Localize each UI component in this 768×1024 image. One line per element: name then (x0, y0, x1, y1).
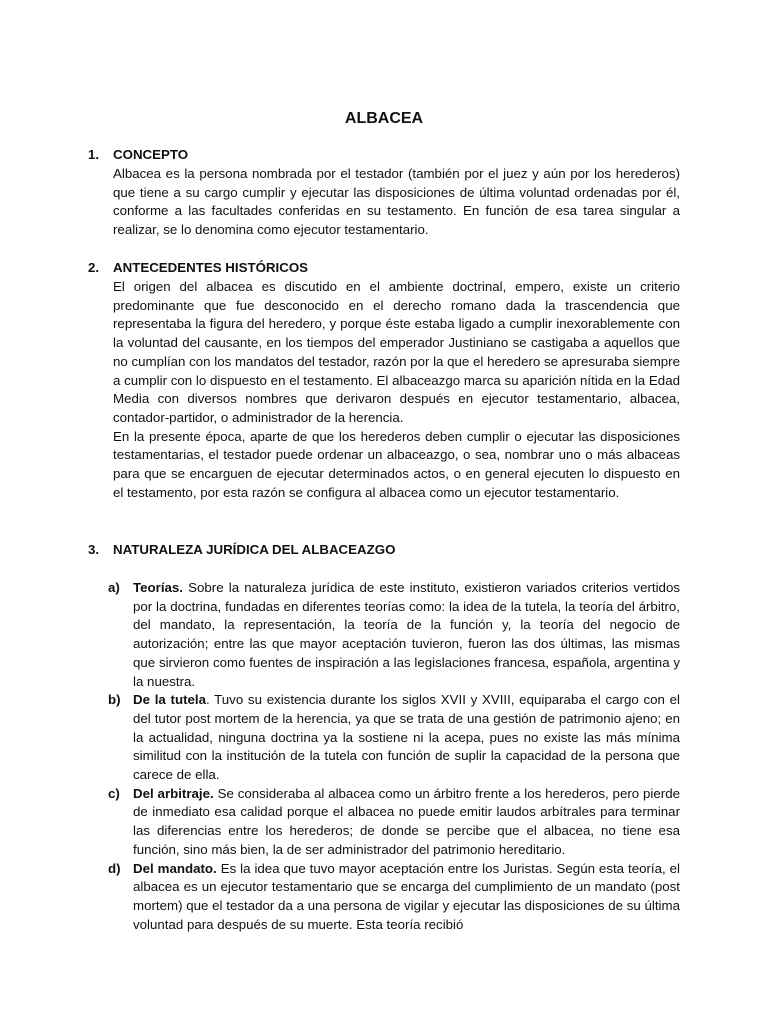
list-item (108, 691, 680, 785)
section-number: 3. (88, 542, 100, 557)
item-term: De la tutela (133, 692, 206, 708)
list-marker: a) (108, 580, 120, 595)
item-term: Del arbitraje. (133, 785, 214, 801)
section-title: CONCEPTO (113, 147, 189, 162)
item-text: Se consideraba al albacea como un árbitro frente a los herederos, pero pierde de inmediato esa calidad porque el albacea no puede emitir laudos arbítrales para terminar las diferencias entre los herederos; de donde se percibe que el albacea, no tiene esa función, sino más bien, la de ser administrador del patrimonio hereditario. (133, 785, 680, 857)
item-text: Sobre la naturaleza jurídica de este instituto, existieron variados criterios vertidos por la doctrina, fundadas en diferentes teorías como: la idea de la tutela, la teoría del árbitro, del mandato, la representación, la teoría de la función y, la teoría del negocio de autorización; entre las que mayor aceptación tuvieron, fueron las dos últimas, las mismas que sirvieron como fuentes de inspiración a las legislaciones francesa, española, argentina y la nuestra. (133, 580, 680, 689)
theories-list (108, 579, 680, 934)
list-item (108, 785, 680, 860)
list-marker: b) (108, 692, 121, 708)
item-term: Del mandato. (133, 860, 217, 876)
document-title: ALBACEA (344, 110, 424, 127)
section-body-antecedentes (113, 278, 680, 502)
list-marker: c) (108, 785, 120, 801)
section-body-concepto (113, 165, 680, 240)
section-number: 1. (88, 147, 100, 162)
paragraph: El origen del albacea es discutido en el ambiente doctrinal, empero, existe un criterio predominante que fue desconocido en el derecho romano dada la trascendencia que representaba la figura del heredero, y porque éste estaba ligado a cumplir inexorablemente con la voluntad del causante, en los tiempos del emperador Justiniano se castigaba a aquellos que no cumplían con los mandatos del testador, razón por la que el heredero se apresuraba siempre a cumplir con lo dispuesto en el testamento. El albaceazgo marca su aparición nítida en la Edad Media con diversos nombres que derivaron después en ejecutor testamentario, albacea, contador-partidor, o administrador de la herencia. (113, 279, 680, 425)
list-item (108, 860, 680, 935)
section-number: 2. (88, 260, 100, 275)
paragraph: Albacea es la persona nombrada por el testador (también por el juez y aún por los herederos) que tiene a su cargo cumplir y ejecutar las disposiciones de última voluntad ordenadas por él, conforme a las facultades conferidas en su testamento. En función de esa tarea singular a realizar, se lo denomina como ejecutor testamentario. (113, 166, 680, 238)
section-heading-concepto (88, 146, 688, 165)
section-title: ANTECEDENTES HISTÓRICOS (113, 260, 309, 275)
section-title: NATURALEZA JURÍDICA DEL ALBACEAZGO (113, 542, 396, 557)
item-term: Teorías. (133, 580, 184, 595)
list-marker: d) (108, 860, 121, 876)
paragraph: En la presente época, aparte de que los herederos deben cumplir o ejecutar las disposiciones testamentarias, el testador puede ordenar un albaceazgo, o sea, nombrar uno o más albaceas para que se encarguen de ejecutar determinados actos, o en general ejecuten lo dispuesto en el testamento, por esta razón se configura al albacea como un ejecutor testamentario. (113, 428, 680, 500)
item-text: Es la idea que tuvo mayor aceptación entre los Juristas. Según esta teoría, el albacea es un ejecutor testamentario que se encarga del cumplimiento de un mandato (post mortem) que el testador da a una persona de vigilar y ejecutar las disposiciones de su última voluntad para después de su muerte. Esta teoría recibió (133, 860, 680, 932)
section-heading-naturaleza (88, 541, 688, 560)
list-item (108, 579, 680, 691)
item-text: . Tuvo su existencia durante los siglos XVII y XVIII, equiparaba el cargo con el del tutor post mortem de la herencia, ya que se trata de una gestión de patrimonio ajeno; en la actualidad, ninguna doctrina ya la sostiene ni la acepa, pues no existe las más mínima similitud con la institución de la tutela con función de suplir la capacidad de la persona que carece de ella. (133, 692, 680, 783)
section-heading-antecedentes (88, 259, 688, 278)
